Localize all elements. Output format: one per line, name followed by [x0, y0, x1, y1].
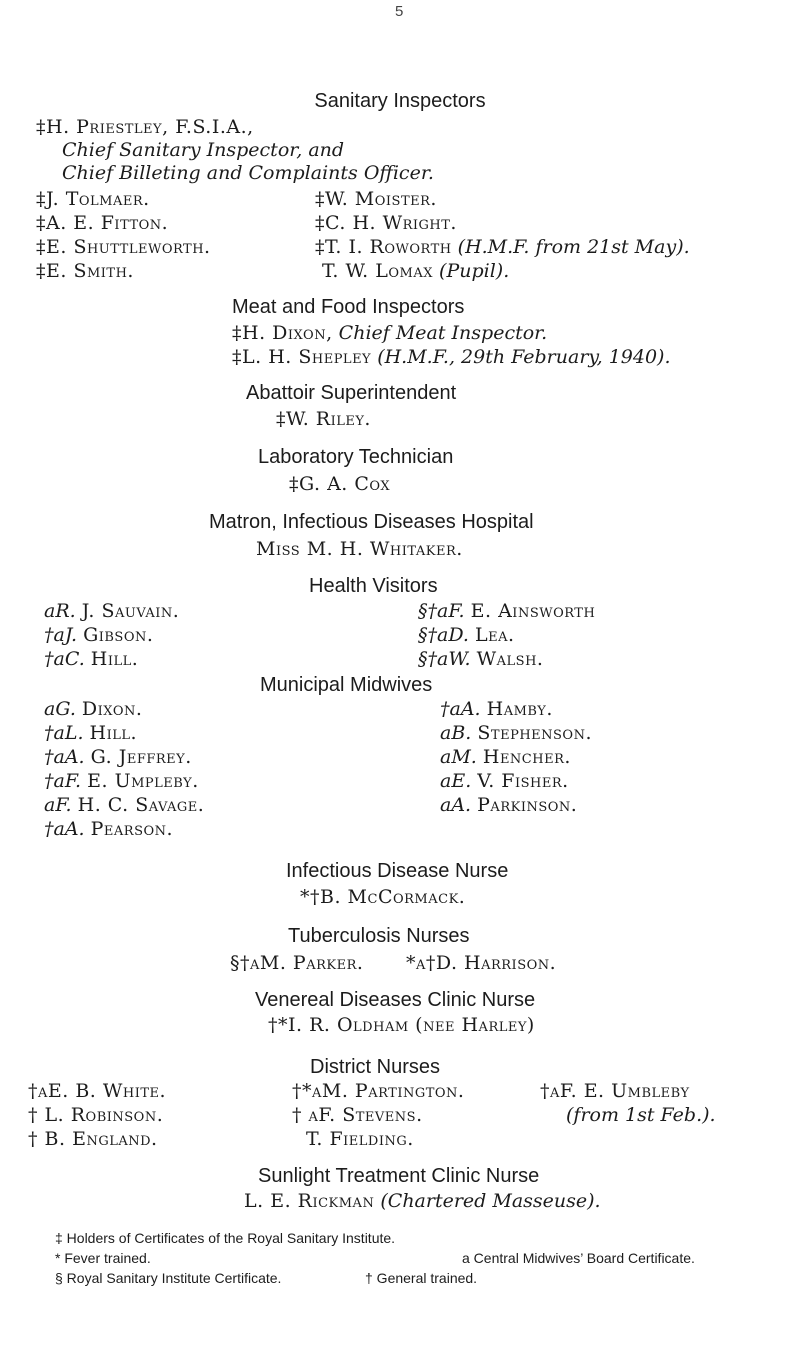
sanitary-right-1: ‡W. Moister. [315, 188, 437, 210]
sanitary-right-2: ‡C. H. Wright. [315, 212, 457, 234]
hv-right-2-name: Lea. [474, 624, 515, 646]
mw-right-5-prefix: aA. [440, 794, 472, 816]
hv-left-1-name: J. Sauvain. [81, 600, 180, 622]
district-col2-1: †*aM. Partington. [292, 1080, 465, 1102]
mw-left-6-prefix: †aA. [44, 818, 85, 840]
mw-left-3-prefix: †aA. [44, 746, 85, 768]
hv-right-2-prefix: §†aD. [418, 624, 469, 646]
sanitary-left-4: ‡E. Smith. [36, 260, 134, 282]
mw-right-4-name: V. Fisher. [477, 770, 569, 792]
dixon-title: Chief Meat Inspector. [338, 322, 548, 344]
matron-heading: Matron, Infectious Diseases Hospital [209, 511, 534, 533]
mw-left-4-prefix: †aF. [44, 770, 82, 792]
hv-right-1-prefix: §†aF. [418, 600, 465, 622]
mw-left-2 [44, 722, 137, 744]
mw-right-3-name: Hencher. [482, 746, 571, 768]
district-col3-1: †aF. E. Umbleby [540, 1080, 690, 1102]
mw-left-5 [44, 794, 204, 816]
mw-right-5 [440, 794, 577, 816]
hv-right-1-name: E. Ainsworth [470, 600, 596, 622]
infectious-nurse-heading: Infectious Disease Nurse [286, 860, 509, 882]
midwives-heading: Municipal Midwives [260, 674, 433, 696]
rickman-name: L. E. Rickman [244, 1190, 375, 1212]
sunlight-heading: Sunlight Treatment Clinic Nurse [258, 1165, 540, 1187]
mw-left-4-name: E. Umpleby. [87, 770, 199, 792]
hv-left-1 [44, 600, 179, 622]
lomax-name: T. W. Lomax [322, 260, 433, 282]
laboratory-heading: Laboratory Technician [258, 446, 454, 468]
sanitary-right-3 [315, 236, 690, 258]
sanitary-chief: ‡H. Priestley, F.S.I.A., [36, 116, 254, 138]
roworth-note: (H.M.F. from 21st May). [457, 236, 690, 258]
sanitary-right-4 [322, 260, 509, 282]
mw-right-2 [440, 722, 592, 744]
mw-left-1-prefix: aG. [44, 698, 76, 720]
mw-left-2-prefix: †aL. [44, 722, 84, 744]
mw-left-1 [44, 698, 142, 720]
footnote-3-right: † General trained. [365, 1270, 478, 1286]
district-col3-note: (from 1st Feb.). [566, 1104, 716, 1126]
vd-heading: Venereal Diseases Clinic Nurse [255, 989, 536, 1011]
hv-right-2 [418, 624, 515, 646]
meat-line-2 [232, 346, 671, 368]
vd-name: †*I. R. Oldham (nee Harley) [268, 1014, 535, 1036]
mw-right-1-prefix: †aA. [440, 698, 481, 720]
shepley-note: (H.M.F., 29th February, 1940). [377, 346, 671, 368]
tb-name-1: §†aM. Parker. [230, 952, 364, 974]
hv-left-2-name: Gibson. [83, 624, 154, 646]
sanitary-chief-title-2: Chief Billeting and Complaints Officer. [62, 162, 434, 184]
rickman-note: (Chartered Masseuse). [380, 1190, 601, 1212]
district-heading: District Nurses [310, 1056, 441, 1078]
tb-heading: Tuberculosis Nurses [288, 925, 470, 947]
roworth-name: ‡T. I. Roworth [315, 236, 452, 258]
mw-right-5-name: Parkinson. [477, 794, 578, 816]
hv-right-3-prefix: §†aW. [418, 648, 471, 670]
mw-left-6-name: Pearson. [90, 818, 174, 840]
sanitary-left-1: ‡J. Tolmaer. [36, 188, 150, 210]
footnote-3-left: § Royal Sanitary Institute Certificate. [55, 1270, 282, 1286]
matron-name: Miss M. H. Whitaker. [256, 538, 463, 560]
district-col1-1: †aE. B. White. [28, 1080, 167, 1102]
footnote-2-left: * Fever trained. [55, 1250, 151, 1266]
abattoir-name: ‡W. Riley. [276, 408, 371, 430]
hv-left-1-prefix: aR. [44, 600, 76, 622]
footnote-1: ‡ Holders of Certificates of the Royal Sanitary Institute. [55, 1230, 396, 1246]
lomax-note: (Pupil). [439, 260, 510, 282]
laboratory-name: ‡G. A. Cox [289, 473, 391, 495]
dixon-name: ‡H. Dixon, [232, 322, 333, 344]
mw-right-2-name: Stephenson. [477, 722, 592, 744]
footnote-2-right: a Central Midwives’ Board Certificate. [462, 1250, 695, 1266]
mw-left-1-name: Dixon. [81, 698, 143, 720]
hv-left-3 [44, 648, 138, 670]
shepley-name: ‡L. H. Shepley [232, 346, 372, 368]
health-visitors-heading: Health Visitors [309, 575, 438, 597]
mw-right-4-prefix: aE. [440, 770, 472, 792]
sunlight-line [244, 1190, 601, 1212]
hv-left-3-name: Hill. [90, 648, 139, 670]
abattoir-heading: Abattoir Superintendent [246, 382, 457, 404]
district-col1-2: † L. Robinson. [28, 1104, 164, 1126]
mw-right-4 [440, 770, 569, 792]
meat-heading: Meat and Food Inspectors [232, 296, 465, 318]
sanitary-chief-title-1: Chief Sanitary Inspector, and [62, 139, 345, 161]
hv-left-2-prefix: †aJ. [44, 624, 78, 646]
mw-right-3 [440, 746, 571, 768]
mw-left-2-name: Hill. [89, 722, 138, 744]
mw-right-1 [440, 698, 553, 720]
district-col2-2: † aF. Stevens. [292, 1104, 423, 1126]
mw-right-1-name: Hamby. [486, 698, 553, 720]
sanitary-heading: Sanitary Inspectors [314, 90, 486, 112]
sanitary-left-3: ‡E. Shuttleworth. [36, 236, 211, 258]
hv-right-1 [418, 600, 595, 622]
meat-line-1 [232, 322, 547, 344]
hv-right-3 [418, 648, 543, 670]
mw-right-3-prefix: aM. [440, 746, 477, 768]
mw-left-4 [44, 770, 199, 792]
district-col1-3: † B. England. [28, 1128, 158, 1150]
district-col2-3: T. Fielding. [306, 1128, 414, 1150]
hv-left-2 [44, 624, 153, 646]
mw-left-5-prefix: aF. [44, 794, 72, 816]
hv-right-3-name: Walsh. [476, 648, 544, 670]
mw-left-3 [44, 746, 192, 768]
hv-left-3-prefix: †aC. [44, 648, 85, 670]
sanitary-left-2: ‡A. E. Fitton. [36, 212, 169, 234]
mw-left-3-name: G. Jeffrey. [90, 746, 192, 768]
mw-left-5-name: H. C. Savage. [77, 794, 205, 816]
infectious-nurse-name: *†B. McCormack. [300, 886, 466, 908]
page-number: 5 [395, 3, 404, 20]
mw-right-2-prefix: aB. [440, 722, 472, 744]
mw-left-6 [44, 818, 173, 840]
tb-name-2: *a†D. Harrison. [406, 952, 557, 974]
